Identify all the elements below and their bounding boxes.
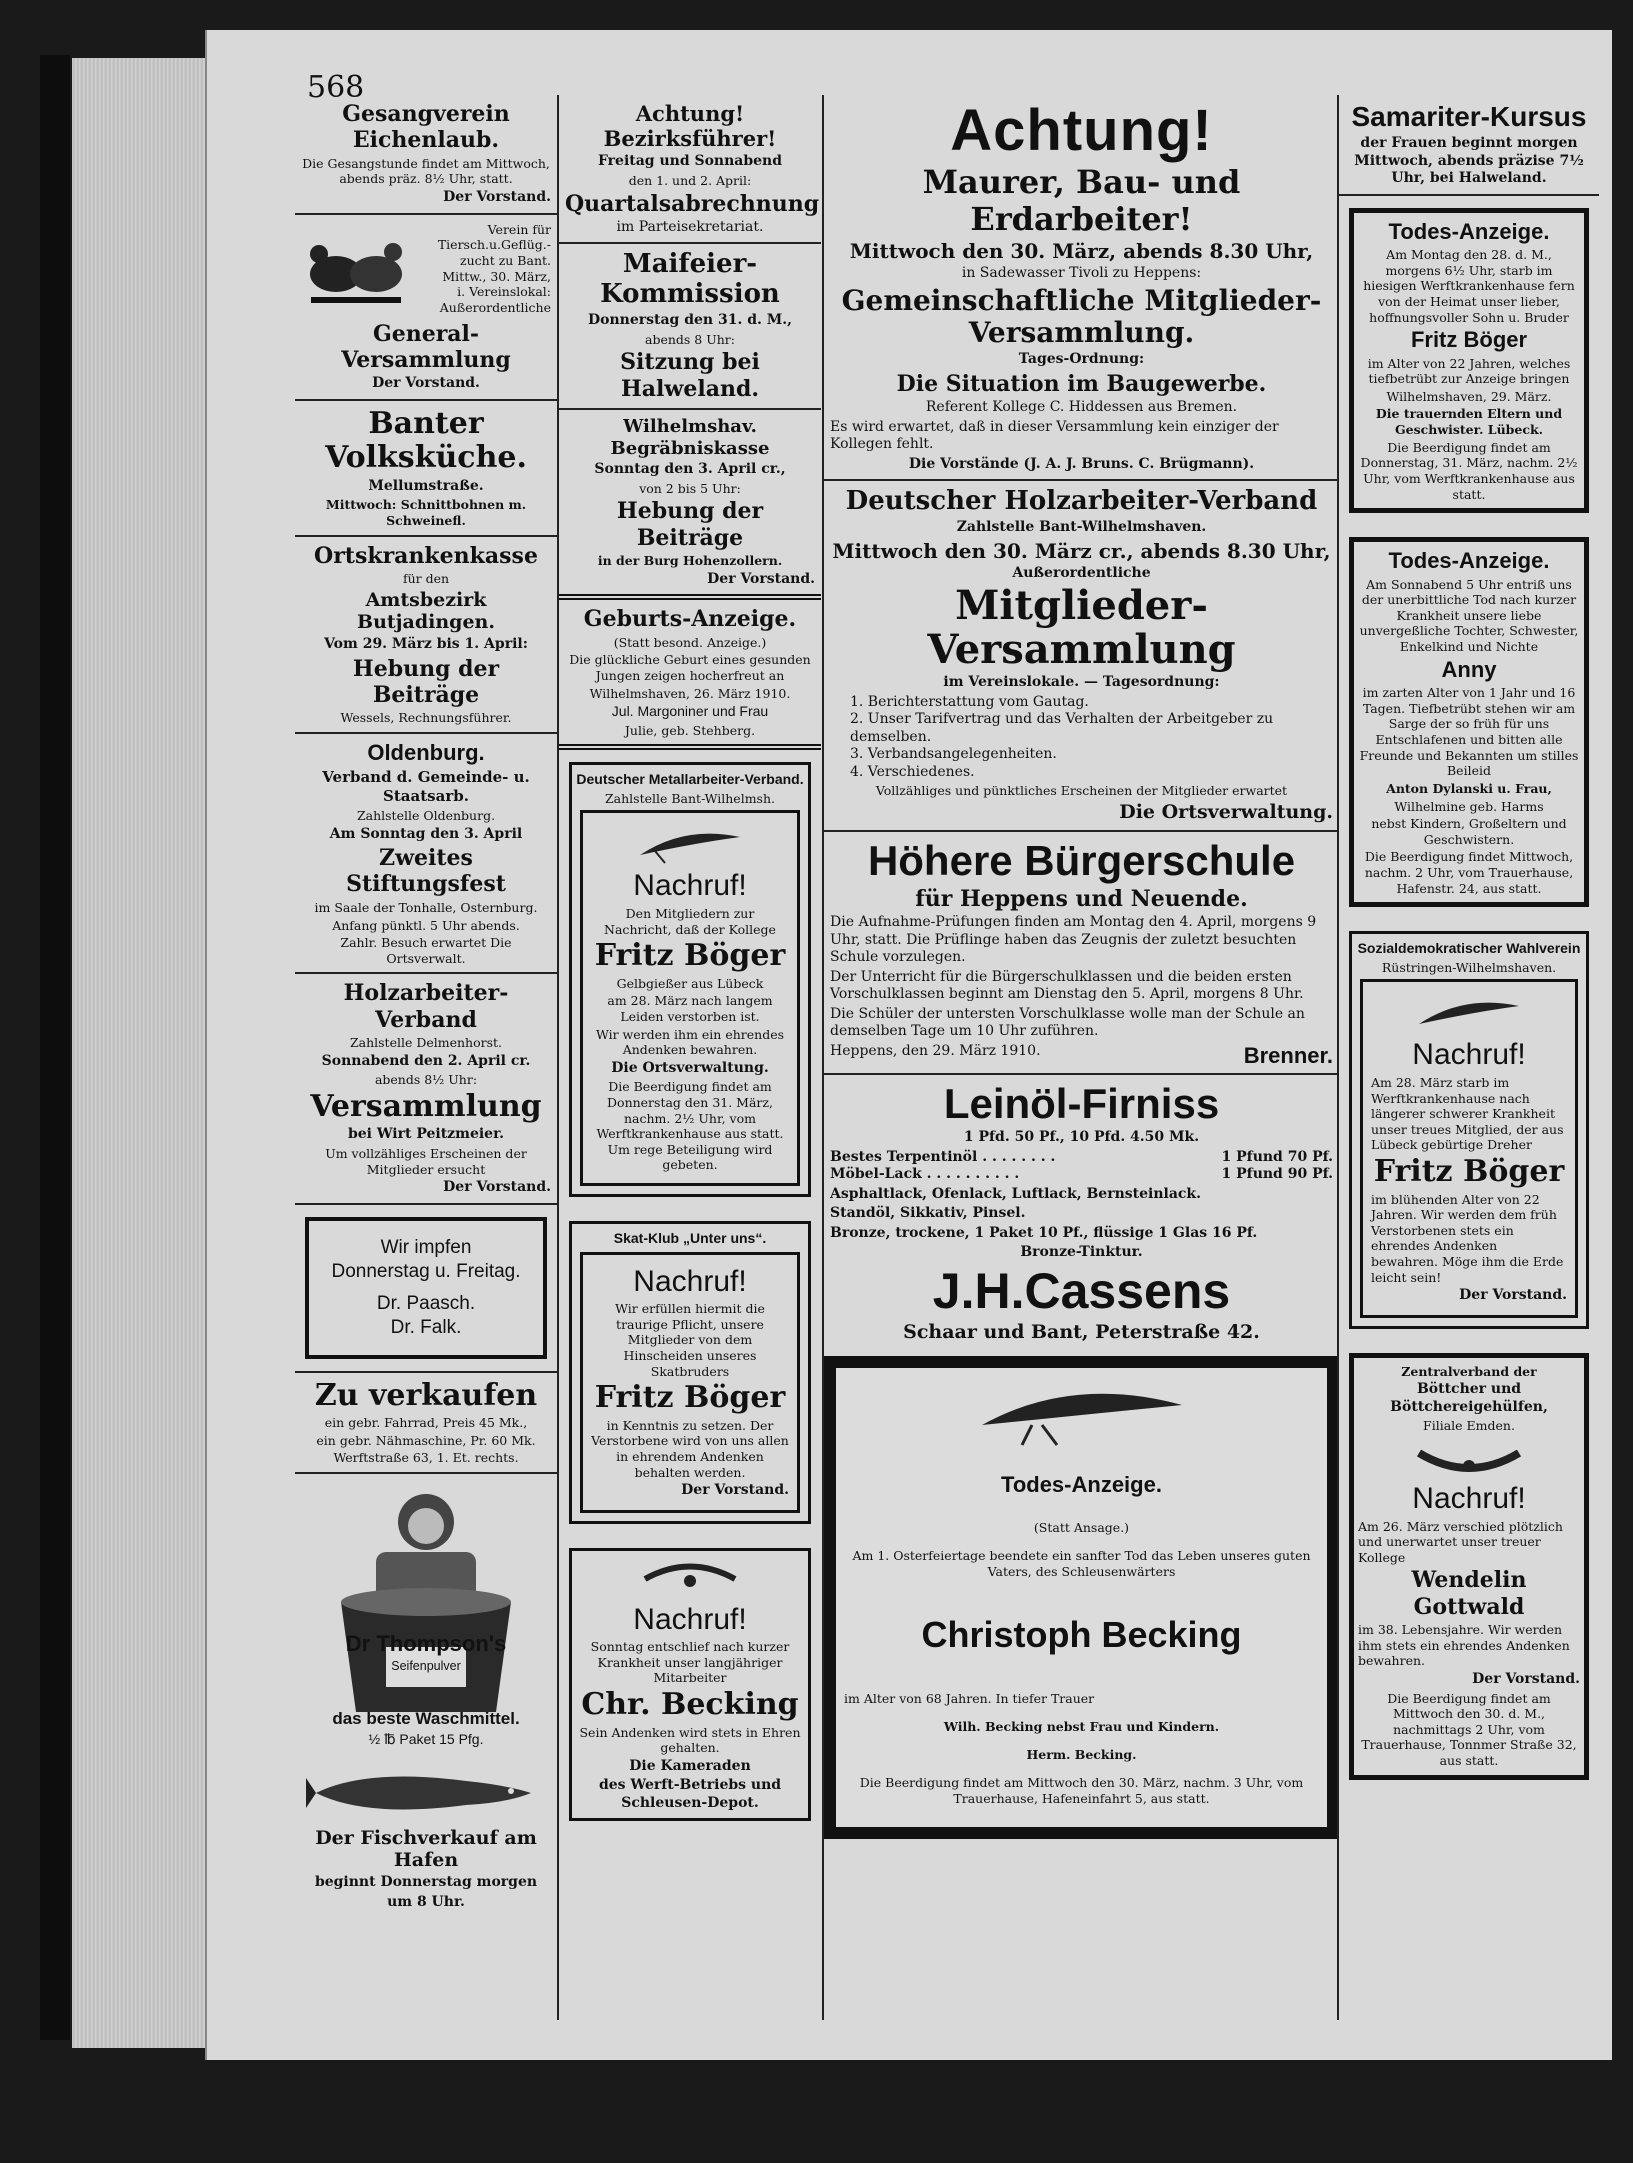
ad-impfen [295, 1205, 557, 1373]
ad-tierschutz [295, 215, 557, 401]
ad-sign: Die Ortsverwaltung. [1119, 800, 1333, 823]
ad-line: in Sadewasser Tivoli zu Heppens: [961, 265, 1202, 282]
ad-geburt [559, 600, 821, 750]
palm-branch-icon [1414, 994, 1524, 1034]
ad-thompson [295, 1474, 557, 1755]
ad-title: Sozialdemokratischer Wahlverein [1357, 940, 1581, 957]
ad-metallarbeiter [559, 750, 821, 1209]
ad-line: Sein Andenken wird stets in Ehren gehalten. [579, 1724, 801, 1756]
nachruf-heading: Nachruf! [633, 869, 747, 903]
ad-wahlverein [1339, 919, 1599, 1341]
ad-headline: Gemeinschaftliche Mitglieder-Versammlung. [841, 283, 1322, 350]
ad-paragraph: Die Aufnahme-Prüfungen finden am Montag den 4. April, morgens 9 Uhr, statt. Die Prüflinge haben das Zeugnis der zuletzt besuchten Schule vorzulegen. [830, 914, 1317, 966]
ad-sign: Der Vorstand. [372, 375, 480, 392]
ad-title: Gesangverein Eichenlaub. [342, 101, 510, 154]
ad-line: Tages-Ordnung: [1018, 351, 1145, 368]
ad-sign: Der Vorstand. [1459, 1287, 1567, 1304]
ad-line: Am Sonnabend 5 Uhr entriß uns der unerbittliche Tod nach kurzer Krankheit unsere liebe unvergeßliche Tochter, Schwester, Enkelkind und Nichte [1359, 576, 1579, 655]
ad-sub: Filiale Emden. [1423, 1418, 1515, 1434]
ad-samariter [1339, 95, 1599, 196]
ad-paragraph: Der Unterricht für die Bürgerschulklassen und die beiden ersten Vorschulklassen beginnt am Dienstag den 5. April, morgens 8 Uhr. [830, 968, 1304, 1003]
ad-line: Wir werden ihm ein ehrendes Andenken bewahren. [595, 1026, 785, 1058]
ad-line: Die Beerdigung findet am Donnerstag den 31. März, nachm. 2½ Uhr, vom Werftkrankenhause aus statt. Um rege Beteiligung wird gebeten. [596, 1079, 784, 1173]
ad-line: Werftstraße 63, 1. Et. rechts. [333, 1450, 519, 1466]
ad-headline: Versammlung [310, 1088, 542, 1124]
ad-sign: Die Kameraden [629, 1757, 751, 1774]
ad-line: Zahlr. Besuch erwartet Die Ortsverwalt. [340, 935, 512, 966]
ad-title: Achtung! Bezirksführer! [603, 101, 777, 152]
agenda-item: 4. Verschiedenes. [850, 763, 975, 780]
ad-line: Mittwoch den 30. März cr., abends 8.30 Uhr, [832, 538, 1331, 563]
deceased-name: Chr. Becking [581, 1687, 799, 1723]
ad-line: Wilhelmine geb. Harms [1394, 798, 1544, 814]
ad-sub: Verband d. Gemeinde- u. Staatsarb. [322, 768, 530, 806]
wreath-icon [1409, 1438, 1529, 1478]
ad-boettcher [1339, 1341, 1599, 1792]
ad-fisch [295, 1755, 557, 1918]
column-1 [295, 95, 557, 2020]
ad-line: Außerordentliche [1012, 564, 1151, 581]
ad-title: Geburts-Anzeige. [583, 606, 797, 633]
ad-sign: Der Vorstand. [1472, 1671, 1580, 1688]
ad-gesangverein [295, 95, 557, 215]
ad-headline: Quartalsabrechnung [565, 190, 820, 217]
ad-line: ein gebr. Nähmaschine, Pr. 60 Mk. [316, 1432, 536, 1448]
ad-verkaufen [295, 1373, 557, 1474]
ad-title: Ortskrankenkasse [314, 542, 538, 569]
nachruf-heading: Nachruf! [1412, 1482, 1526, 1515]
thompson-price: ½ ℔ Paket 15 Pfg. [368, 1731, 484, 1748]
ad-sign: Der Vorstand. [443, 1179, 551, 1196]
ad-headline: Mitglieder-Versammlung [927, 582, 1236, 674]
ad-line: Wilhelmshaven, 26. März 1910. [589, 685, 791, 701]
ad-line: Am Montag den 28. d. M., morgens 6½ Uhr, starb im hiesigen Werftkrankenhause fern von der Heimat unser lieber, hoffnungsvoller Sohn u. Bruder [1363, 247, 1575, 325]
ad-text: Mittwoch: Schnittbohnen m. Schweinefl. [325, 497, 527, 528]
ad-firniss [824, 1075, 1339, 1349]
ad-line: Wilhelmshaven, 29. März. [1386, 388, 1552, 404]
ad-line: Zahlstelle Oldenburg. [356, 807, 496, 823]
firm-name: J.H.Cassens [932, 1262, 1231, 1319]
thompson-brand: Dr Thompson's [345, 1631, 507, 1657]
ad-title: Todes-Anzeige. [1388, 548, 1550, 574]
deceased-name: Fritz Böger [594, 1380, 786, 1416]
ad-sub: für Heppens und Neuende. [915, 885, 1248, 912]
ad-line: Mittwoch den 30. März, abends 8.30 Uhr, [849, 239, 1314, 264]
ad-sign: Der Vorstand. [681, 1482, 789, 1499]
agenda-item: 3. Verbandsangelegenheiten. [850, 746, 1057, 763]
ad-oldenburg [295, 734, 557, 974]
ad-line: Sitzung bei Halweland. [620, 349, 760, 402]
palm-branch-icon [972, 1380, 1192, 1450]
column-4 [1337, 95, 1599, 2020]
ad-sign: des Werft-Betriebs und Schleusen-Depot. [598, 1777, 782, 1811]
ad-todes-boeger [1339, 196, 1599, 526]
ad-todes-anny [1339, 525, 1599, 919]
ad-line: Herm. Becking. [1026, 1747, 1137, 1763]
ad-ortskrankenkasse [295, 537, 557, 735]
wreath-icon [635, 1559, 745, 1599]
ad-line: Sonntag den 3. April cr., [594, 461, 786, 478]
ad-line: Tiersch.u.Geflüg.- [437, 237, 551, 253]
ad-topic: Die Situation im Baugewerbe. [896, 370, 1267, 397]
ad-sign: Die Vorstände (J. A. J. Bruns. C. Brügmann). [908, 455, 1255, 472]
ad-sub: Zahlstelle Bant-Wilhelmsh. [604, 790, 775, 806]
ad-line: im 38. Lebensjahre. Wir werden ihm stets ein ehrendes Andenken bewahren. [1358, 1622, 1570, 1669]
ad-line: bei Wirt Peitzmeier. [347, 1126, 505, 1143]
ad-skat [559, 1209, 821, 1536]
ad-line: Anfang pünktl. 5 Uhr abends. [332, 917, 520, 933]
ad-title: Samariter-Kursus [1351, 101, 1587, 132]
ad-holzarbeiter-verband [824, 481, 1339, 831]
nachruf-heading: Nachruf! [633, 1264, 747, 1298]
ad-line: nebst Kindern, Großeltern und Geschwistern. [1371, 816, 1567, 847]
thompson-claim: das beste Waschmittel. [332, 1709, 520, 1729]
ad-line: Die Beerdigung findet am Mittwoch den 30. März, nachm. 3 Uhr, vom Trauerhause, Hafeneinfahrt 5, aus statt. [859, 1775, 1304, 1806]
ad-holzarbeiter-delmenhorst [295, 974, 557, 1204]
ad-title: Todes-Anzeige. [1388, 218, 1550, 244]
ad-line: Freitag und Sonnabend [597, 153, 783, 170]
deceased-name: Fritz Böger [594, 938, 786, 974]
ad-line: Den Mitgliedern zur Nachricht, daß der Kollege [604, 905, 776, 937]
ad-title: Deutscher Metallarbeiter-Verband. [576, 771, 804, 788]
ad-title: Banter Volksküche. [325, 405, 527, 476]
deceased-name: Fritz Böger [1410, 327, 1528, 353]
palm-branch-icon [635, 825, 745, 865]
ad-line: in der Burg Hohenzollern. [597, 553, 783, 569]
ad-sign: Die Ortsverwaltung. [611, 1059, 769, 1076]
ad-headline: Zweites Stiftungsfest [346, 845, 506, 898]
ad-line: beginnt Donnerstag morgen [314, 1874, 538, 1891]
ad-line: am 28. März nach langem Leiden verstorben ist. [607, 993, 773, 1024]
ad-line: Jul. Margoniner und Frau [611, 703, 769, 720]
page-edges [72, 58, 207, 2048]
page-number: 568 [307, 70, 365, 105]
ad-line: Vom 29. März bis 1. April: [324, 636, 528, 653]
ad-line: im Saale der Tonhalle, Osternburg. [314, 899, 538, 915]
ad-line: Donnerstag u. Freitag. [331, 1260, 521, 1282]
ad-line: Die Beerdigung findet Mittwoch, nachm. 2 Uhr, vom Trauerhause, Hafenstr. 24, aus statt. [1364, 849, 1574, 896]
ad-doctor: Dr. Falk. [390, 1316, 462, 1338]
ad-begraebniskasse [559, 410, 821, 600]
ad-line: im zarten Alter von 1 Jahr und 16 Tagen. Tiefbetrübt stehen wir am Sarge der so früh für uns Entschlafenen und bitten alle Freunde und Bekannten um stilles Beileid [1359, 685, 1579, 779]
firm-address: Schaar und Bant, Peterstraße 42. [903, 1320, 1260, 1343]
price-item: Bestes Terpentinöl . . . . . . . . [830, 1148, 1056, 1165]
ad-line: Am 28. März starb im Werftkrankenhause nach längerer schwerer Krankheit unser treues Mitglied, der aus Lübeck gebürtige Dreher [1371, 1074, 1564, 1153]
ad-line: im Vereinslokale. — Tagesordnung: [943, 674, 1220, 691]
newspaper-page [205, 30, 1612, 2060]
ad-line: zucht zu Bant. [460, 252, 551, 268]
ad-todes-becking [824, 1356, 1339, 1839]
thompson-product: Seifenpulver [391, 1659, 461, 1674]
ad-title: Zentralverband der [1401, 1363, 1537, 1379]
column-2 [557, 95, 821, 2020]
ad-line: Gelbgießer aus Lübeck [616, 975, 764, 991]
ad-line: Wir impfen [380, 1236, 472, 1258]
ad-line: Bronze, trockene, 1 Paket 10 Pf., flüssige 1 Glas 16 Pf. [830, 1224, 1258, 1241]
ad-line: Die Beerdigung findet am Mittwoch den 30. d. M., nachmittags 2 Uhr, vom Trauerhause, Tonnmer Straße 32, aus statt. [1361, 1690, 1577, 1769]
ad-title: Holzarbeiter-Verband [343, 980, 509, 1033]
ad-date: Heppens, den 29. März 1910. [830, 1042, 1041, 1059]
ad-text: Die Gesangstunde findet am Mittwoch, abends präz. 8½ Uhr, statt. [302, 155, 550, 187]
ad-line: von 2 bis 5 Uhr: [639, 480, 741, 496]
ad-line: Mittw., 30. März, [442, 268, 551, 284]
ad-line: im Parteisekretariat. [616, 218, 764, 235]
ad-title: Skat-Klub „Unter uns“. [613, 1230, 767, 1247]
ad-title: Zu verkaufen [314, 1377, 538, 1413]
ad-line: (Statt besond. Anzeige.) [613, 634, 767, 650]
ad-sign: Brenner. [1243, 1042, 1333, 1068]
ad-line: Es wird erwartet, daß in dieser Versammlung kein einziger der Kollegen fehlt. [830, 418, 1279, 453]
ad-sub: Mellumstraße. [368, 477, 484, 494]
deceased-name: Wendelin Gottwald [1411, 1567, 1527, 1620]
ad-line: Julie, geb. Stehberg. [624, 722, 756, 738]
book-binding [40, 55, 70, 2040]
ad-sub: Rüstringen-Wilhelmshaven. [1381, 959, 1557, 975]
ad-text: der Frauen beginnt morgen Mittwoch, abends präzise 7½ Uhr, bei Halweland. [1354, 135, 1584, 187]
ad-line: Am Sonntag den 3. April [329, 825, 523, 842]
ad-buergerschule [824, 832, 1339, 1075]
ad-line: Zahlstelle Bant-Wilhelmshaven. [956, 519, 1207, 536]
ad-line: Wir erfüllen hiermit die traurige Pflicht, unsere Mitglieder von dem Hinscheiden unseres Skatbruders [615, 1301, 765, 1379]
ad-line: Donnerstag den 31. d. M., [588, 312, 792, 329]
ad-line: Wilh. Becking nebst Frau und Kindern. [943, 1719, 1220, 1734]
ad-sign: Wessels, Rechnungsführer. [340, 710, 512, 726]
ad-headline: Hebung der Beiträge [352, 655, 500, 709]
ad-line: Zahlstelle Delmenhorst. [349, 1035, 503, 1051]
price-item: Möbel-Lack . . . . . . . . . . [830, 1166, 1020, 1183]
ad-line: Referent Kollege C. Hiddessen aus Bremen. [925, 399, 1238, 416]
ad-line: Vollzähliges und pünktliches Erscheinen der Mitglieder erwartet [875, 783, 1288, 799]
ad-becking-nachruf [559, 1536, 821, 1834]
agenda-item: 1. Berichterstattung vom Gautag. [850, 693, 1089, 710]
ad-line: abends 8 Uhr: [645, 331, 735, 347]
ad-line: Um vollzähliges Erscheinen der Mitglieder ersucht [325, 1145, 527, 1177]
ad-title: Oldenburg. [367, 740, 485, 766]
ad-line: Am 26. März verschied plötzlich und unerwartet unser treuer Kollege [1358, 1518, 1563, 1565]
ad-headline: General-Versammlung [341, 320, 511, 373]
ad-sign: Der Vorstand. [443, 189, 551, 206]
ad-volkskueche [295, 401, 557, 537]
agenda-item: 2. Unser Tarifvertrag und das Verhalten der Arbeitgeber zu demselben. [850, 711, 1274, 745]
ad-line: Bronze-Tinktur. [1020, 1244, 1143, 1261]
ad-paragraph: Die Schüler der untersten Vorschulklasse wolle man der Schule an demselben Tage um 10 Uhr zuführen. [830, 1005, 1305, 1040]
ad-line: ein gebr. Fahrrad, Preis 45 Mk., [324, 1415, 528, 1431]
ad-line: 1 Pfd. 50 Pf., 10 Pfd. 4.50 Mk. [963, 1129, 1200, 1146]
deceased-name: Anny [1441, 656, 1497, 682]
ad-bezirksfuehrer [559, 95, 821, 244]
ad-line: im Alter von 68 Jahren. In tiefer Trauer [844, 1690, 1095, 1706]
ad-achtung-maurer [824, 95, 1339, 481]
ad-line: Die Beerdigung findet am Donnerstag, 31. März, nachm. 2½ Uhr, vom Werftkrankenhause aus statt. [1360, 439, 1578, 502]
ad-line: den 1. und 2. April: [628, 172, 752, 188]
ad-line: für den [402, 570, 450, 586]
nachruf-heading: Nachruf! [633, 1602, 747, 1636]
ad-title: Maifeier-Kommission [600, 249, 780, 310]
ad-line: Der Fischverkauf am Hafen [315, 1826, 537, 1872]
ad-maifeier [559, 244, 821, 410]
ad-title: Deutscher Holzarbeiter-Verband [845, 486, 1318, 517]
ad-title: Todes-Anzeige. [1001, 1471, 1162, 1497]
ad-title: Wilhelmshav. Begräbniskasse [610, 416, 770, 459]
price-value: 1 Pfund 90 Pf. [1221, 1166, 1333, 1183]
ad-line: Die trauernden Eltern und Geschwister. Lübeck. [1375, 406, 1563, 438]
price-value: 1 Pfund 70 Pf. [1221, 1148, 1333, 1165]
ad-line: abends 8½ Uhr: [374, 1072, 478, 1088]
ad-title: Leinöl-Firniss [943, 1080, 1220, 1128]
column-3 [822, 95, 1339, 2020]
ad-line: i. Vereinslokal: [457, 284, 551, 300]
deceased-name: Fritz Böger [1373, 1154, 1565, 1189]
ad-line: Außerordentliche [439, 299, 551, 315]
ad-sub: Maurer, Bau- und Erdarbeiter! [922, 162, 1241, 238]
ad-line: im Alter von 22 Jahren, welches tiefbetrübt zur Anzeige bringen [1367, 355, 1571, 387]
ad-doctor: Dr. Paasch. [376, 1292, 476, 1314]
ad-line: Amtsbezirk Butjadingen. [357, 588, 495, 634]
pigeons-icon [301, 219, 411, 319]
ad-line: in Kenntnis zu setzen. Der Verstorbene wird von uns allen in ehrendem Andenken behalten werden. [591, 1417, 789, 1480]
ad-line: um 8 Uhr. [387, 1893, 465, 1910]
ad-sign: Der Vorstand. [707, 570, 815, 587]
ad-line: Standöl, Sikkativ, Pinsel. [830, 1205, 1026, 1222]
ad-line: Anton Dylanski u. Frau, [1386, 780, 1552, 796]
ad-line: Sonntag entschlief nach kurzer Krankheit unser langjähriger Mitarbeiter [590, 1639, 790, 1686]
ad-line: Am 1. Osterfeiertage beendete ein sanfter Tod das Leben unseres guten Vaters, des Schleusenwärters [852, 1548, 1311, 1579]
deceased-name: Christoph Becking [921, 1614, 1242, 1656]
ad-line: (Statt Ansage.) [1033, 1519, 1130, 1535]
fish-icon [306, 1763, 546, 1823]
ad-sub: Böttcher und Böttchereigehülfen, [1390, 1381, 1548, 1415]
ad-line: Sonnabend den 2. April cr. [321, 1052, 531, 1069]
ad-title: Achtung! [950, 98, 1213, 163]
ad-headline: Hebung der Beiträge [616, 498, 764, 551]
nachruf-heading: Nachruf! [1412, 1038, 1526, 1072]
ad-line: im blühenden Alter von 22 Jahren. Wir werden dem früh Verstorbenen stets ein ehrendes Andenken bewahren. Möge ihm die Erde leicht sein! [1371, 1191, 1564, 1285]
ad-line: Die glückliche Geburt eines gesunden Jungen zeigen hocherfreut an [569, 652, 811, 683]
ad-line: Asphaltlack, Ofenlack, Luftlack, Bernsteinlack. [830, 1185, 1202, 1202]
ad-line: Verein für [487, 221, 551, 237]
ad-title: Höhere Bürgerschule [867, 836, 1296, 884]
